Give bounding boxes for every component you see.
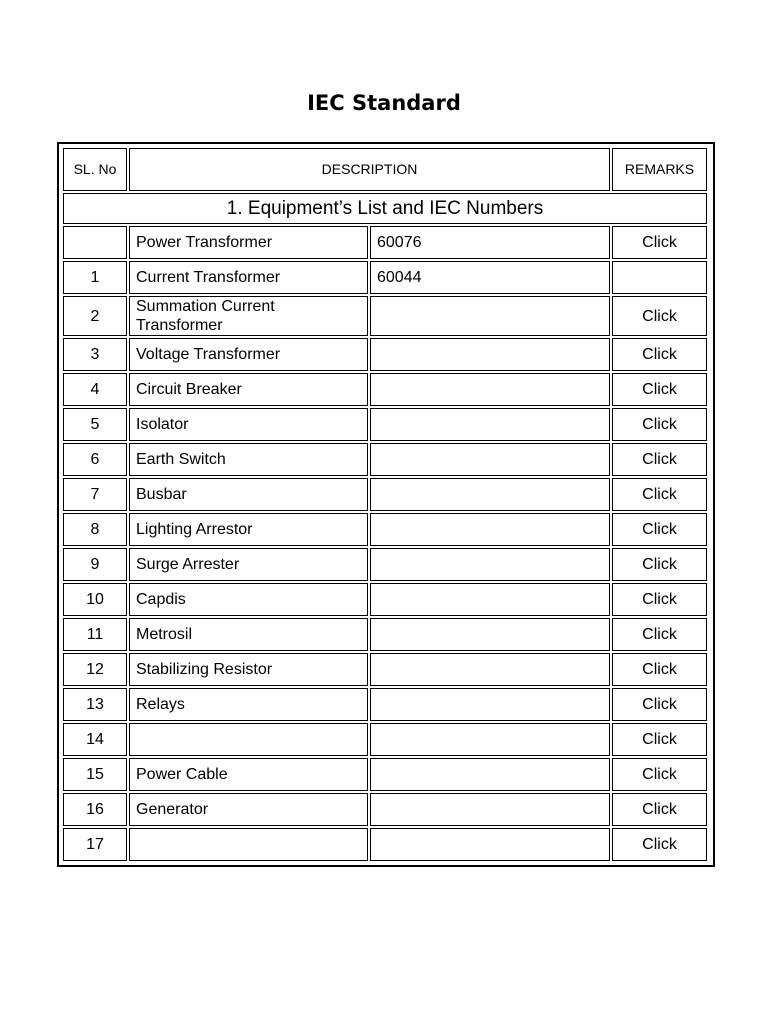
description-cell-text: Generator (136, 801, 209, 818)
remark-cell (612, 338, 707, 371)
iec-number-cell (370, 653, 610, 686)
sl-no-cell (63, 338, 127, 371)
description-cell (129, 793, 368, 826)
description-cell (129, 296, 368, 336)
sl-no-cell-text: 8 (90, 521, 100, 538)
header-description: DESCRIPTION (129, 148, 610, 191)
table-row (63, 758, 707, 791)
sl-no-cell-text: 9 (90, 556, 100, 573)
table-row (63, 261, 707, 294)
sl-no-cell-text: 3 (90, 346, 100, 363)
sl-no-cell (63, 548, 127, 581)
sl-no-cell (63, 583, 127, 616)
table-header-row (63, 148, 707, 191)
description-cell-text: Stabilizing Resistor (136, 661, 273, 678)
sl-no-cell-text: 14 (86, 731, 104, 748)
header-sl-no: SL. No (63, 148, 127, 191)
remark-cell (612, 688, 707, 721)
description-cell-text: Busbar (136, 486, 187, 503)
sl-no-cell-text: 1 (90, 269, 100, 286)
iec-number-cell (370, 478, 610, 511)
table-row (63, 583, 707, 616)
click-link[interactable]: Click (642, 486, 677, 503)
click-link[interactable]: Click (642, 451, 677, 468)
header-remarks: REMARKS (612, 148, 707, 191)
description-cell-text: Isolator (136, 416, 189, 433)
iec-number-cell (370, 226, 610, 259)
table-row (63, 478, 707, 511)
click-link[interactable]: Click (642, 416, 677, 433)
sl-no-cell (63, 793, 127, 826)
description-cell-text: Voltage Transformer (136, 346, 281, 363)
table-row (63, 688, 707, 721)
iec-number-cell (370, 583, 610, 616)
table-row (63, 723, 707, 756)
sl-no-cell-text: 15 (86, 766, 104, 783)
description-cell-text: Relays (136, 696, 185, 713)
description-cell-text: Power Cable (136, 766, 228, 783)
sl-no-cell-text: 6 (90, 451, 100, 468)
remark-cell (612, 618, 707, 651)
click-link[interactable]: Click (642, 766, 677, 783)
iec-number-cell (370, 338, 610, 371)
click-link[interactable]: Click (642, 696, 677, 713)
section-title: 1. Equipment’s List and IEC Numbers (63, 193, 707, 224)
click-link[interactable]: Click (642, 591, 677, 608)
description-cell (129, 548, 368, 581)
sl-no-cell-text: 11 (86, 626, 104, 643)
iec-number-cell (370, 513, 610, 546)
description-cell (129, 828, 368, 861)
click-link[interactable]: Click (642, 521, 677, 538)
remark-cell (612, 828, 707, 861)
description-cell (129, 758, 368, 791)
remark-cell (612, 443, 707, 476)
sl-no-cell-text: 4 (90, 381, 100, 398)
sl-no-cell-text: 17 (86, 836, 104, 853)
click-link[interactable]: Click (642, 556, 677, 573)
sl-no-cell (63, 478, 127, 511)
click-link[interactable]: Click (642, 661, 677, 678)
click-link[interactable]: Click (642, 346, 677, 363)
sl-no-cell (63, 373, 127, 406)
sl-no-cell (63, 618, 127, 651)
table-body (63, 148, 707, 861)
description-cell-text: Capdis (136, 591, 186, 608)
remark-cell (612, 373, 707, 406)
description-cell-text: Surge Arrester (136, 556, 240, 573)
remark-cell (612, 226, 707, 259)
sl-no-cell (63, 688, 127, 721)
description-cell-text: Metrosil (136, 626, 193, 643)
sl-no-cell (63, 261, 127, 294)
iec-number-cell (370, 548, 610, 581)
sl-no-cell (63, 653, 127, 686)
click-link[interactable]: Click (642, 626, 677, 643)
table-row (63, 793, 707, 826)
sl-no-cell-text: 7 (90, 486, 100, 503)
iec-number-cell (370, 828, 610, 861)
iec-number-cell (370, 723, 610, 756)
sl-no-cell (63, 408, 127, 441)
remark-cell (612, 793, 707, 826)
remark-cell (612, 583, 707, 616)
remark-cell (612, 408, 707, 441)
description-cell (129, 261, 368, 294)
click-link[interactable]: Click (642, 234, 677, 251)
description-cell (129, 338, 368, 371)
table-row (63, 226, 707, 259)
description-cell (129, 513, 368, 546)
description-cell (129, 443, 368, 476)
iec-number-cell-text: 60044 (377, 269, 422, 286)
remark-cell (612, 653, 707, 686)
description-cell (129, 653, 368, 686)
sl-no-cell (63, 758, 127, 791)
table-row (63, 548, 707, 581)
page-title: IEC Standard (307, 91, 461, 115)
iec-number-cell (370, 688, 610, 721)
sl-no-cell-text: 5 (90, 416, 100, 433)
sl-no-cell (63, 513, 127, 546)
table-row (63, 373, 707, 406)
remark-cell (612, 548, 707, 581)
iec-number-cell (370, 373, 610, 406)
sl-no-cell (63, 723, 127, 756)
iec-number-cell (370, 618, 610, 651)
table-row (63, 828, 707, 861)
table-row (63, 443, 707, 476)
description-cell (129, 408, 368, 441)
click-link[interactable]: Click (642, 836, 677, 853)
sl-no-cell (63, 443, 127, 476)
remark-cell (612, 261, 707, 294)
iec-number-cell (370, 758, 610, 791)
description-cell (129, 583, 368, 616)
table-row (63, 338, 707, 371)
description-cell-text: Power Transformer (136, 234, 273, 251)
description-cell (129, 226, 368, 259)
description-cell-text: Summation Current Transformer (136, 298, 275, 334)
click-link[interactable]: Click (642, 381, 677, 398)
sl-no-cell-text: 16 (86, 801, 104, 818)
section-row (63, 193, 707, 224)
table-row (63, 513, 707, 546)
remark-cell (612, 513, 707, 546)
remark-cell (612, 723, 707, 756)
table-row (63, 408, 707, 441)
iec-number-cell-text: 60076 (377, 234, 422, 251)
description-cell-text: Earth Switch (136, 451, 226, 468)
remark-cell (612, 758, 707, 791)
sl-no-cell-text: 13 (86, 696, 104, 713)
table-row (63, 618, 707, 651)
table-row (63, 653, 707, 686)
description-cell (129, 688, 368, 721)
click-link[interactable]: Click (642, 731, 677, 748)
sl-no-cell (63, 296, 127, 336)
description-cell (129, 478, 368, 511)
iec-number-cell (370, 793, 610, 826)
iec-number-cell (370, 408, 610, 441)
sl-no-cell-text: 2 (90, 307, 100, 325)
iec-number-cell (370, 261, 610, 294)
click-link[interactable]: Click (642, 801, 677, 818)
sl-no-cell-text: 12 (86, 661, 104, 678)
description-cell (129, 373, 368, 406)
table-row (63, 296, 707, 336)
click-link[interactable]: Click (642, 307, 677, 325)
sl-no-cell-text: 10 (86, 591, 104, 608)
description-cell-text: Lighting Arrestor (136, 521, 253, 538)
description-cell (129, 723, 368, 756)
iec-number-cell (370, 443, 610, 476)
sl-no-cell (63, 828, 127, 861)
iec-number-cell (370, 296, 610, 336)
description-cell (129, 618, 368, 651)
remark-cell (612, 478, 707, 511)
iec-standard-table (61, 146, 709, 863)
remark-cell (612, 296, 707, 336)
description-cell-text: Circuit Breaker (136, 381, 242, 398)
sl-no-cell (63, 226, 127, 259)
iec-table-frame (57, 142, 715, 867)
description-cell-text: Current Transformer (136, 269, 281, 286)
